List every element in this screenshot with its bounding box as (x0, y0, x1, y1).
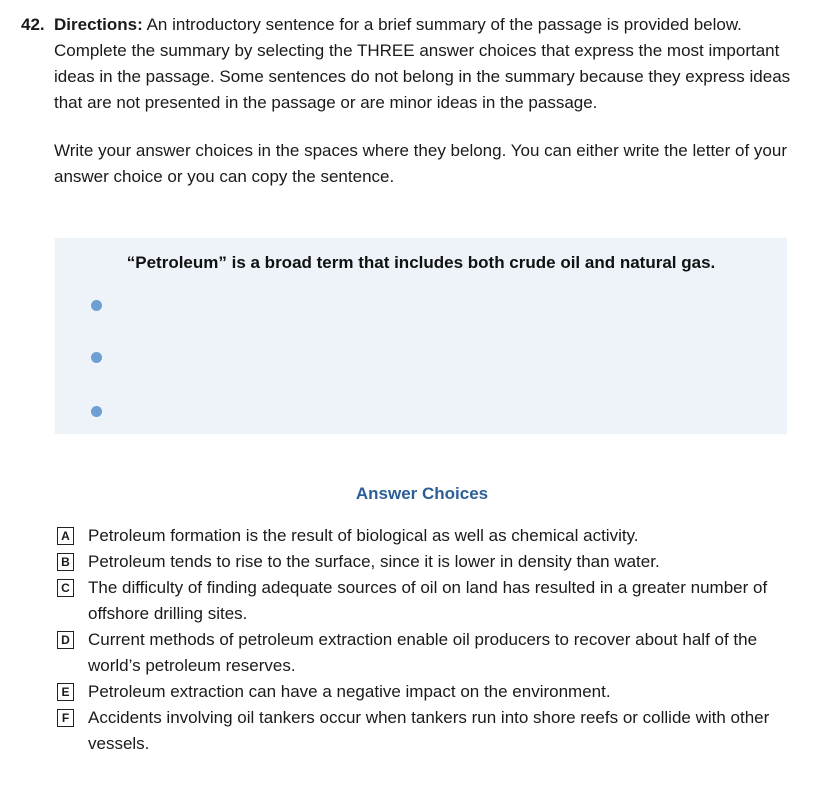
instruction-paragraph: Write your answer choices in the spaces where they belong. You can either write the letter of your answer choice or you can copy the sentence. (54, 141, 787, 186)
choice-letter-box: C (57, 579, 74, 597)
choice-text: The difficulty of finding adequate sources of oil on land has resulted in a greater number of offshore drilling sites. (88, 578, 768, 623)
choice-text: Current methods of petroleum extraction enable oil producers to recover about half of the world’s petroleum reserves. (88, 630, 758, 675)
choice-letter-box: F (57, 709, 74, 727)
answer-slot-1[interactable] (115, 295, 635, 317)
directions-text: An introductory sentence for a brief summary of the passage is provided below. Complete the summary by selecting the THREE answer choices that express the most important ideas in the passage. Some sentences do not belong in the summary because they express ideas that are not presented in the passage or are minor ideas in the passage. (54, 15, 791, 112)
bullet-icon (91, 406, 102, 417)
choice-letter-box: A (57, 527, 74, 545)
answer-slot-3[interactable] (115, 401, 635, 423)
choice-text: Petroleum formation is the result of biological as well as chemical activity. (88, 526, 639, 545)
answer-choices-heading: Answer Choices (355, 484, 489, 503)
directions-paragraph (54, 12, 801, 116)
choice-letter-box: E (57, 683, 74, 701)
choice-letter-box: D (57, 631, 74, 649)
answer-choice-b[interactable] (57, 549, 802, 575)
answer-choice-e[interactable] (57, 679, 802, 705)
summary-intro-sentence: “Petroleum” is a broad term that includes both crude oil and natural gas. (126, 253, 716, 272)
bullet-icon (91, 300, 102, 311)
choice-letter-box: B (57, 553, 74, 571)
question-body (54, 12, 801, 190)
answer-choices-list (57, 523, 802, 757)
directions-label: Directions: (54, 15, 143, 34)
summary-box (55, 238, 787, 434)
choice-text: Petroleum extraction can have a negative impact on the environment. (88, 682, 611, 701)
answer-choice-c[interactable] (57, 575, 802, 627)
answer-choice-f[interactable] (57, 705, 802, 757)
choice-text: Petroleum tends to rise to the surface, since it is lower in density than water. (88, 552, 660, 571)
question-number: 42. (21, 15, 45, 34)
choice-text: Accidents involving oil tankers occur when tankers run into shore reefs or collide with other vessels. (88, 708, 770, 753)
question-block (21, 12, 801, 190)
bullet-icon (91, 352, 102, 363)
answer-slot-2[interactable] (115, 347, 635, 369)
answer-choice-a[interactable] (57, 523, 802, 549)
answer-choice-d[interactable] (57, 627, 802, 679)
